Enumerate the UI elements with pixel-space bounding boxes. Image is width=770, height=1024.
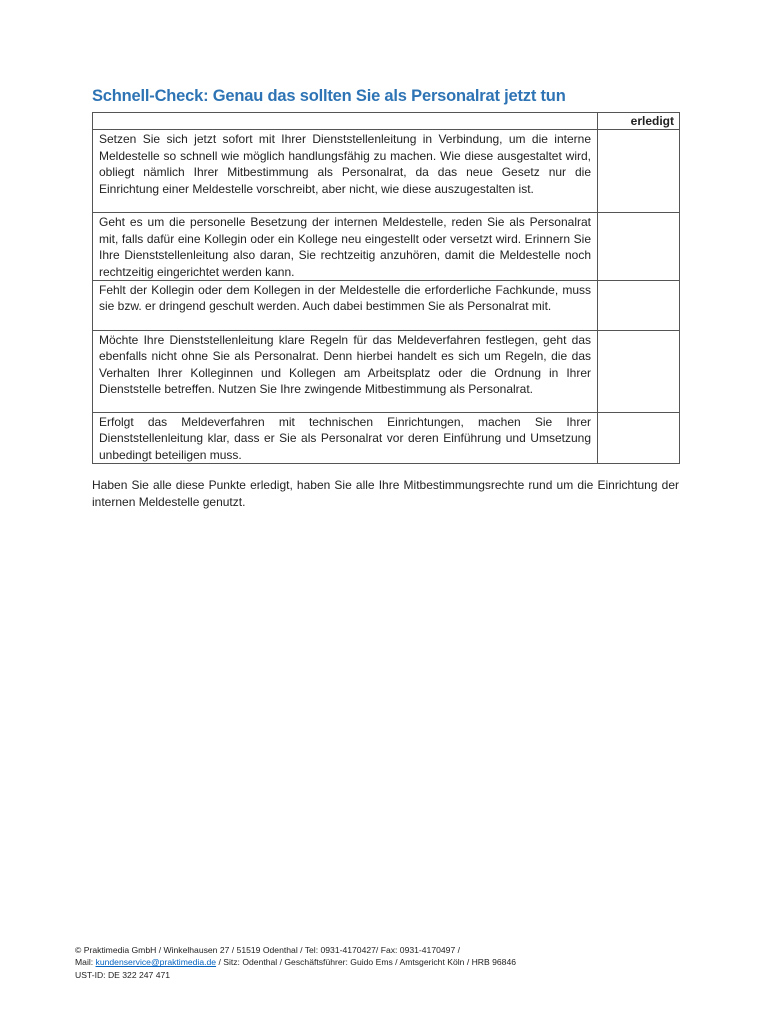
footer-line1: © Praktimedia GmbH / Winkelhausen 27 / 51519 Odenthal / Tel: 0931-4170427/ Fax: 0931-4170497 /: [75, 945, 461, 955]
footer: [75, 944, 516, 981]
page-title: Schnell-Check: Genau das sollten Sie als Personalrat jetzt tun: [92, 87, 566, 105]
mail-label: Mail:: [75, 957, 96, 968]
table-row: [93, 413, 680, 464]
table-row: [93, 130, 680, 213]
task-text: Möchte Ihre Dienststellenleitung klare Regeln für das Meldeverfahren festlegen, geht das ebenfalls nicht ohne Sie als Personalrat. Denn hierbei handelt es sich um Regeln, die das Verhalten Ihrer Kolleginnen und Kollegen am Arbeitsplatz oder die Ordnung in Ihrer Dienststelle betreffen. Nutzen Sie Ihre zwingende Mitbestimmung als Personalrat.: [93, 331, 598, 413]
done-cell[interactable]: [598, 413, 680, 464]
table-header-row: [93, 113, 680, 130]
closing-paragraph: Haben Sie alle diese Punkte erledigt, haben Sie alle Ihre Mitbestimmungsrechte rund um die Einrichtung der internen Meldestelle genutzt.: [92, 478, 679, 509]
table-row: [93, 331, 680, 413]
task-text: Geht es um die personelle Besetzung der internen Meldestelle, reden Sie als Personalrat mit, falls dafür eine Kollegin oder ein Kollege neu eingestellt oder versetzt wird. Erinnern Sie Ihre Dienststellenleitung also daran, Sie rechtzeitig anzuhören, damit die Meldestelle noch rechtzeitig eingerichtet werden kann.: [93, 213, 598, 281]
table-row: [93, 213, 680, 281]
task-text: Erfolgt das Meldeverfahren mit technischen Einrichtungen, machen Sie Ihrer Dienststellenleitung klar, dass er Sie als Personalrat vor deren Einführung und Umsetzung unbedingt beteiligen muss.: [93, 413, 598, 464]
done-cell[interactable]: [598, 213, 680, 281]
task-text: Fehlt der Kollegin oder dem Kollegen in der Meldestelle die erforderliche Fachkunde, muss sie bzw. er dringend geschult werden. Auch dabei bestimmen Sie als Personalrat mit.: [93, 281, 598, 331]
done-cell[interactable]: [598, 281, 680, 331]
footer-line2: [75, 956, 516, 968]
checklist-table: [92, 112, 680, 464]
table-row: [93, 281, 680, 331]
header-task: [93, 113, 598, 130]
task-text: Setzen Sie sich jetzt sofort mit Ihrer Dienststellenleitung in Verbindung, um die interne Meldestelle so schnell wie möglich handlungsfähig zu machen. Wie diese ausgestaltet wird, obliegt nämlich Ihrer Mitbestimmung als Personalrat, da das neue Gesetz nur die Einrichtung einer Meldestelle vorschreibt, aber nicht, wie diese auszugestalten ist.: [93, 130, 598, 213]
mail-link[interactable]: kundenservice@praktimedia.de: [95, 957, 217, 968]
footer-line3: UST-ID: DE 322 247 471: [75, 969, 171, 980]
footer-line2-rest: / Sitz: Odenthal / Geschäftsführer: Guido Ems / Amtsgericht Köln / HRB 96846: [216, 957, 517, 968]
done-cell[interactable]: [598, 130, 680, 213]
done-cell[interactable]: [598, 331, 680, 413]
header-done: erledigt: [598, 113, 680, 130]
